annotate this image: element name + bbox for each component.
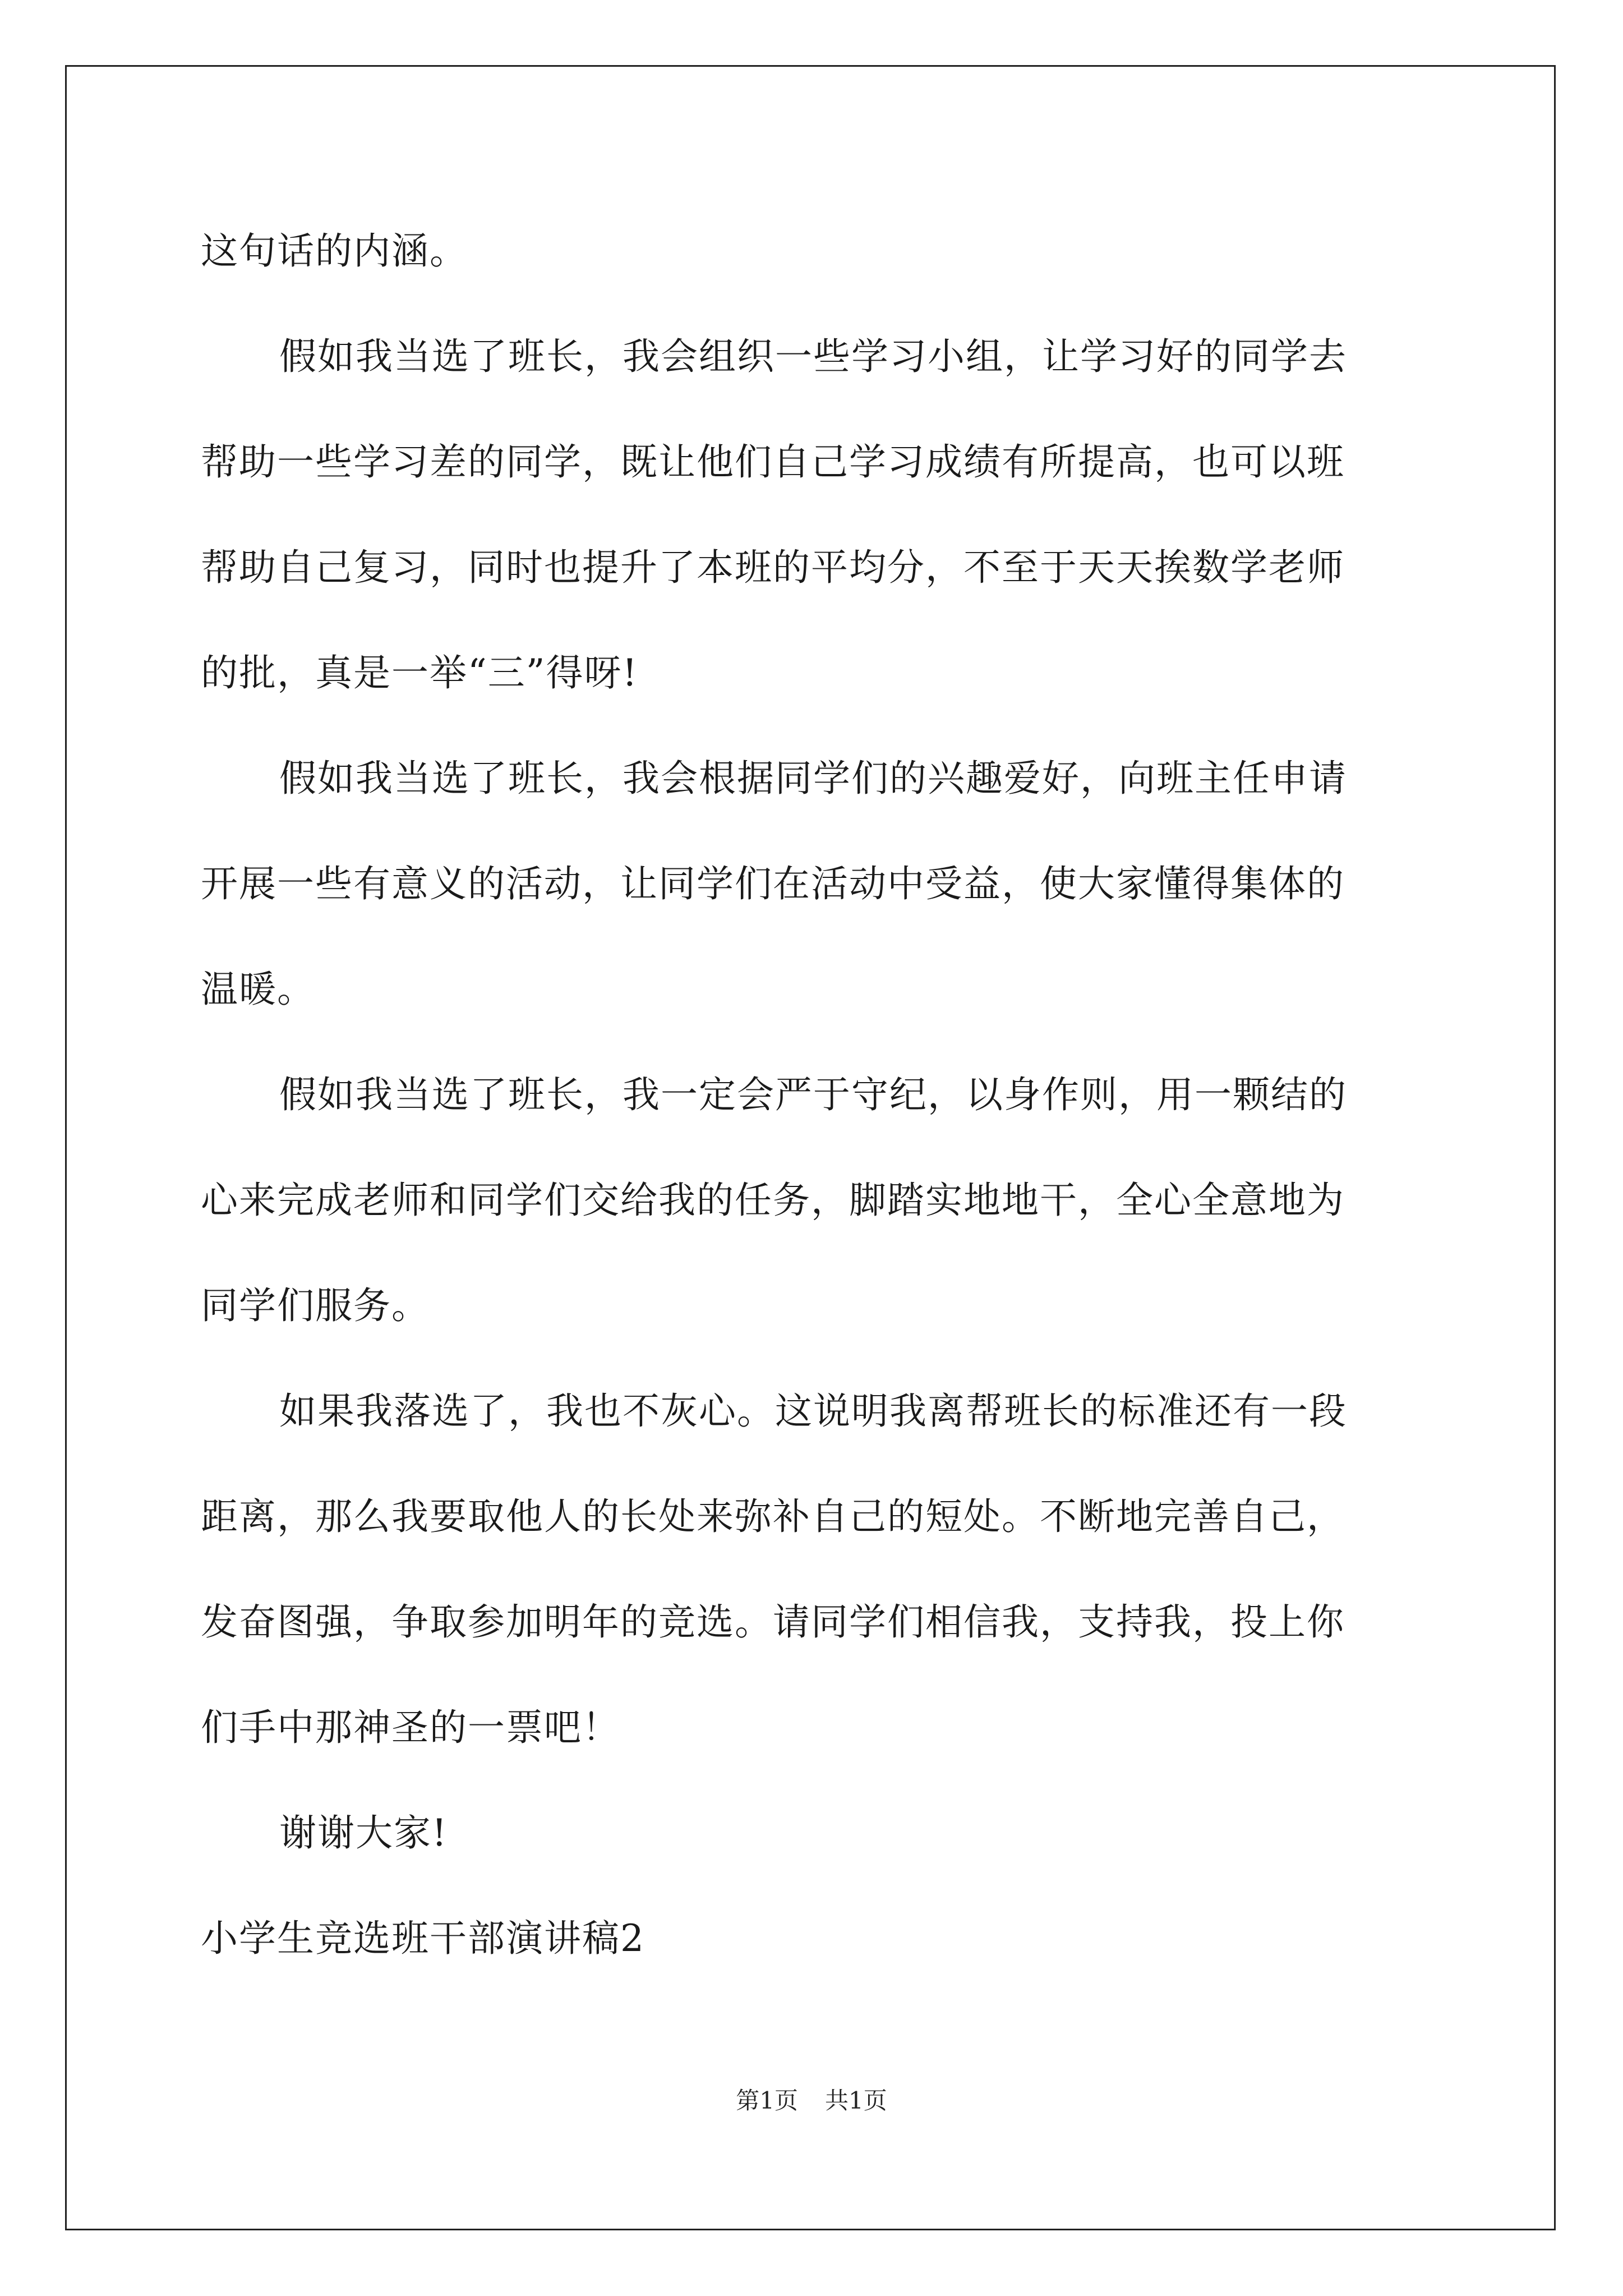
text-line: 温暖。 xyxy=(201,968,315,1011)
paragraph-first-line: 如果我落选了，我也不灰心。这说明我离帮班长的标准还有一段 xyxy=(279,1389,1347,1433)
section-heading: 小学生竞选班干部演讲稿2 xyxy=(201,1917,645,1960)
text-line: 同学们服务。 xyxy=(201,1284,430,1327)
paragraph-first-line: 假如我当选了班长，我会根据同学们的兴趣爱好，向班主任申请 xyxy=(279,757,1347,800)
page-number: 第1页 xyxy=(736,2087,798,2114)
page-border xyxy=(65,65,1556,2230)
text-line: 开展一些有意义的活动，让同学们在活动中受益，使大家懂得集体的 xyxy=(201,862,1345,905)
text-line: 这句话的内涵。 xyxy=(201,229,468,273)
text-line: 帮助一些学习差的同学，既让他们自己学习成绩有所提高，也可以班 xyxy=(201,440,1345,484)
text-line: 心来完成老师和同学们交给我的任务，脚踏实地地干，全心全意地为 xyxy=(201,1179,1345,1222)
text-line: 的批，真是一举“三”得呀! xyxy=(201,651,639,694)
page-total: 共1页 xyxy=(825,2087,887,2114)
closing-line: 谢谢大家! xyxy=(279,1811,448,1855)
text-line: 帮助自己复习，同时也提升了本班的平均分，不至于天天挨数学老师 xyxy=(201,546,1345,589)
paragraph-first-line: 假如我当选了班长，我一定会严于守纪，以身作则，用一颗结的 xyxy=(279,1073,1347,1116)
paragraph-first-line: 假如我当选了班长，我会组织一些学习小组，让学习好的同学去 xyxy=(279,335,1347,378)
text-line: 们手中那神圣的一票吧！ xyxy=(201,1706,620,1749)
page-footer xyxy=(0,2087,1623,2115)
text-line: 距离，那么我要取他人的长处来弥补自己的短处。不断地完善自己， xyxy=(201,1495,1345,1538)
text-line: 发奋图强，争取参加明年的竞选。请同学们相信我，支持我，投上你 xyxy=(201,1600,1345,1644)
